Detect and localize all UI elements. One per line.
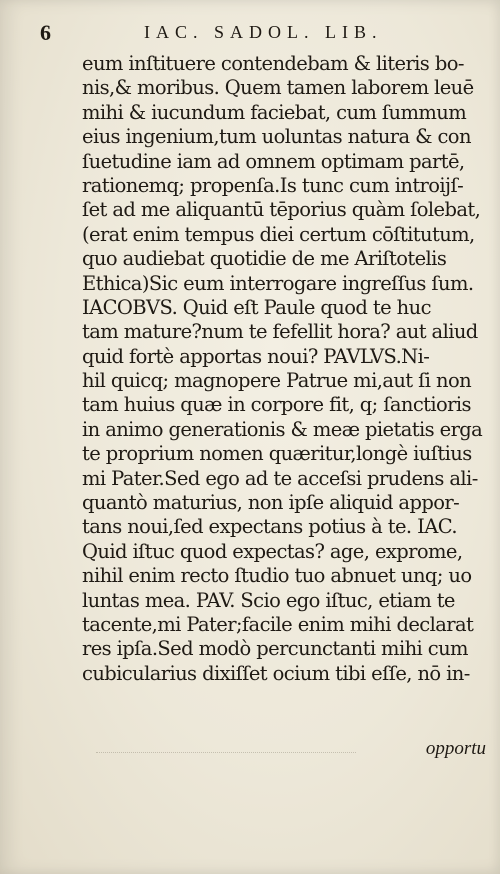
text-line: eius ingenium,tum uoluntas natura & con — [82, 125, 471, 149]
text-line: tam mature?num te fefellit hora? aut aliud — [82, 320, 478, 344]
text-line: IACOBVS. Quid eſt Paule quod te huc — [82, 295, 431, 319]
text-line: mihi & iucundum faciebat, cum ſummum — [82, 100, 467, 124]
catchword: opportu — [425, 738, 486, 759]
text-line: tam huius quæ in corpore fit, q; ſanctioris — [82, 393, 471, 417]
text-line: ſet ad me aliquantū tēporius quàm ſolebat, — [82, 198, 481, 222]
text-line: nis,& moribus. Quem tamen laborem leuē — [82, 76, 474, 100]
text-line: quantò maturius, non ipſe aliquid appor- — [82, 491, 460, 515]
page-stain — [96, 752, 356, 753]
page-number: 6 — [40, 20, 51, 45]
text-line: Quid iſtuc quod expectas? age, exprome, — [82, 539, 463, 563]
text-line: luntas mea. PAV. Scio ego iſtuc, etiam te — [82, 588, 455, 612]
text-line: tans noui,ſed expectans potius à te. IAC. — [82, 515, 457, 539]
text-line: (erat enim tempus diei certum cōſtitutum, — [82, 222, 475, 246]
text-line: nihil enim recto ſtudio tuo abnuet unq; uo — [82, 564, 472, 588]
running-title: IAC. SADOL. LIB. — [144, 22, 383, 42]
text-line: hil quicq; magnopere Patrue mi,aut ſi non — [82, 369, 472, 393]
text-line: tacente,mi Pater;facile enim mihi declarat — [82, 612, 474, 636]
text-line: cubicularius dixiſſet ocium tibi eſſe, nō in- — [82, 661, 470, 685]
text-line: ſuetudine iam ad omnem optimam partē, — [82, 149, 465, 173]
text-line: te proprium nomen quæritur,longè iuſtius — [82, 442, 472, 466]
text-line: Ethica)Sic eum interrogare ingreſſus ſum. — [82, 271, 474, 295]
text-line: res ipſa.Sed modò percunctanti mihi cum — [82, 637, 468, 661]
running-head — [40, 20, 460, 44]
text-line: rationemq; propenſa.Is tunc cum introijſ- — [82, 173, 464, 197]
text-line: mi Pater.Sed ego ad te acceſsi prudens ali- — [82, 466, 478, 490]
text-line: quo audiebat quotidie de me Ariſtotelis — [82, 247, 447, 271]
body-text — [82, 52, 490, 686]
text-line: in animo generationis & meæ pietatis erga — [82, 417, 483, 441]
text-line: eum inſtituere contendebam & literis bo- — [82, 52, 464, 75]
text-line: quid fortè apportas noui? PAVLVS.Ni- — [82, 344, 430, 368]
